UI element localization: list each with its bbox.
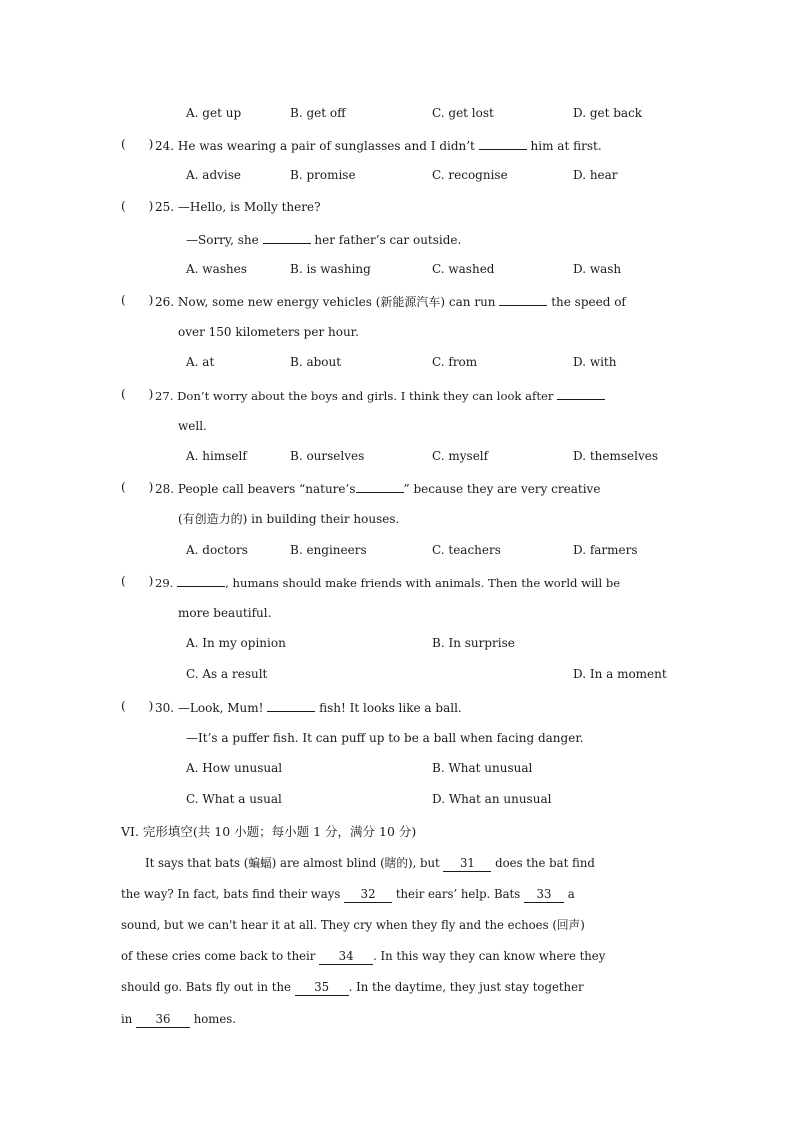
q23-option-b: B. get off [290, 106, 346, 120]
passage-line-5 [121, 979, 584, 996]
q25-option-a: A. washes [186, 262, 247, 276]
passage-text: of these cries come back to their [121, 949, 316, 963]
q25-stem [155, 199, 321, 215]
blank-32: 32 [344, 886, 392, 903]
q26-option-a: A. at [186, 355, 215, 369]
q24-option-a: A. advise [186, 168, 242, 182]
q25-option-d: D. wash [573, 262, 622, 276]
q28-option-d: D. farmers [573, 543, 638, 557]
blank-31: 31 [443, 855, 491, 872]
answer-parenthesis: ( ) [121, 293, 154, 307]
passage-text: homes. [193, 1012, 236, 1026]
blank-35: 35 [295, 979, 349, 996]
q24-text-before: He was wearing a pair of sunglasses and I didn’t [177, 139, 475, 153]
q26-line2: over 150 kilometers per hour. [178, 325, 359, 339]
q27-option-a: A. himself [186, 449, 247, 463]
answer-parenthesis: ( ) [121, 387, 154, 401]
q23-option-d: D. get back [573, 106, 643, 120]
passage-text: a [567, 887, 575, 901]
q25-line2 [186, 231, 461, 248]
q28-text-before: People call beavers “nature’s [177, 482, 356, 496]
passage-text: their ears’ help. Bats [395, 887, 521, 901]
q27-option-c: C. myself [432, 449, 489, 463]
passage-line-1 [145, 855, 595, 872]
q30-blank [267, 699, 315, 712]
answer-parenthesis: ( ) [121, 574, 154, 588]
q26-option-c: C. from [432, 355, 478, 369]
q24-option-d: D. hear [573, 168, 618, 182]
q25-option-b: B. is washing [290, 262, 371, 276]
q28-stem [155, 480, 600, 497]
q30-option-c: C. What a usual [186, 792, 282, 806]
answer-parenthesis: ( ) [121, 699, 154, 713]
section-heading: VI. 完形填空(共 10 小题；每小题 1 分，满分 10 分) [121, 824, 417, 839]
passage-text: It says that bats (蝙蝠) are almost blind (瞎的), but [145, 856, 440, 870]
q30-stem [155, 699, 462, 716]
q24-text-after: him at first. [530, 139, 602, 153]
q27-stem [155, 387, 605, 404]
q28-text-after: ” because they are very creative [403, 482, 601, 496]
q27-line2: well. [178, 419, 207, 433]
blank-34: 34 [319, 948, 373, 965]
q27-option-d: D. themselves [573, 449, 658, 463]
passage-text: in [121, 1012, 133, 1026]
q28-blank [356, 480, 404, 493]
q29-number: 29. [155, 576, 174, 590]
q29-option-b: B. In surprise [432, 636, 515, 650]
q25-line2-before: —Sorry, she [186, 233, 259, 247]
q23-option-c: C. get lost [432, 106, 494, 120]
answer-parenthesis: ( ) [121, 480, 154, 494]
q25-line2-after: her father’s car outside. [314, 233, 462, 247]
q30-option-a: A. How unusual [186, 761, 283, 775]
q26-number: 26. [155, 295, 175, 309]
q29-text-after: , humans should make friends with animals. Then the world will be [225, 576, 621, 590]
q30-option-b: B. What unusual [432, 761, 533, 775]
passage-text: does the bat find [495, 856, 595, 870]
q24-stem [155, 137, 602, 154]
passage-text: . In the daytime, they just stay together [348, 980, 584, 994]
q26-option-b: B. about [290, 355, 342, 369]
q24-number: 24. [155, 139, 175, 153]
passage-line-3: sound, but we can't hear it at all. They cry when they fly and the echoes (回声) [121, 918, 585, 932]
q26-option-d: D. with [573, 355, 617, 369]
q29-blank [177, 574, 225, 587]
blank-36: 36 [136, 1011, 190, 1028]
q28-number: 28. [155, 482, 175, 496]
q28-option-b: B. engineers [290, 543, 367, 557]
q30-option-d: D. What an unusual [432, 792, 552, 806]
q28-option-c: C. teachers [432, 543, 501, 557]
q24-option-c: C. recognise [432, 168, 508, 182]
q29-line2: more beautiful. [178, 606, 272, 620]
passage-text: the way? In fact, bats find their ways [121, 887, 341, 901]
q25-line1: —Hello, is Molly there? [177, 200, 321, 214]
q29-option-d: D. In a moment [573, 667, 667, 681]
passage-text: should go. Bats fly out in the [121, 980, 291, 994]
passage-line-2 [121, 886, 575, 903]
q26-text-before: Now, some new energy vehicles (新能源汽车) can run [177, 295, 496, 309]
q27-number: 27. [155, 389, 174, 403]
q24-option-b: B. promise [290, 168, 356, 182]
q29-option-a: A. In my opinion [186, 636, 286, 650]
passage-line-4 [121, 948, 605, 965]
q23-option-a: A. get up [186, 106, 242, 120]
q26-text-after: the speed of [551, 295, 626, 309]
q25-blank [263, 231, 311, 244]
q26-blank [499, 293, 547, 306]
q27-blank [557, 387, 605, 400]
q25-option-c: C. washed [432, 262, 495, 276]
q28-line2: (有创造力的) in building their houses. [178, 512, 400, 526]
answer-parenthesis: ( ) [121, 137, 154, 151]
q30-line1-before: —Look, Mum! [177, 701, 264, 715]
q30-number: 30. [155, 701, 175, 715]
q29-stem [155, 574, 620, 591]
passage-text: . In this way they can know where they [373, 949, 606, 963]
passage-line-6 [121, 1011, 236, 1028]
q26-stem [155, 293, 626, 310]
q28-option-a: A. doctors [186, 543, 248, 557]
answer-parenthesis: ( ) [121, 199, 154, 213]
q29-option-c: C. As a result [186, 667, 268, 681]
q27-option-b: B. ourselves [290, 449, 365, 463]
q24-blank [479, 137, 527, 150]
q25-number: 25. [155, 200, 175, 214]
q30-line1-after: fish! It looks like a ball. [319, 701, 462, 715]
blank-33: 33 [524, 886, 564, 903]
q27-text-before: Don’t worry about the boys and girls. I think they can look after [177, 389, 554, 403]
q30-line2: —It’s a puffer fish. It can puff up to be a ball when facing danger. [186, 731, 584, 745]
